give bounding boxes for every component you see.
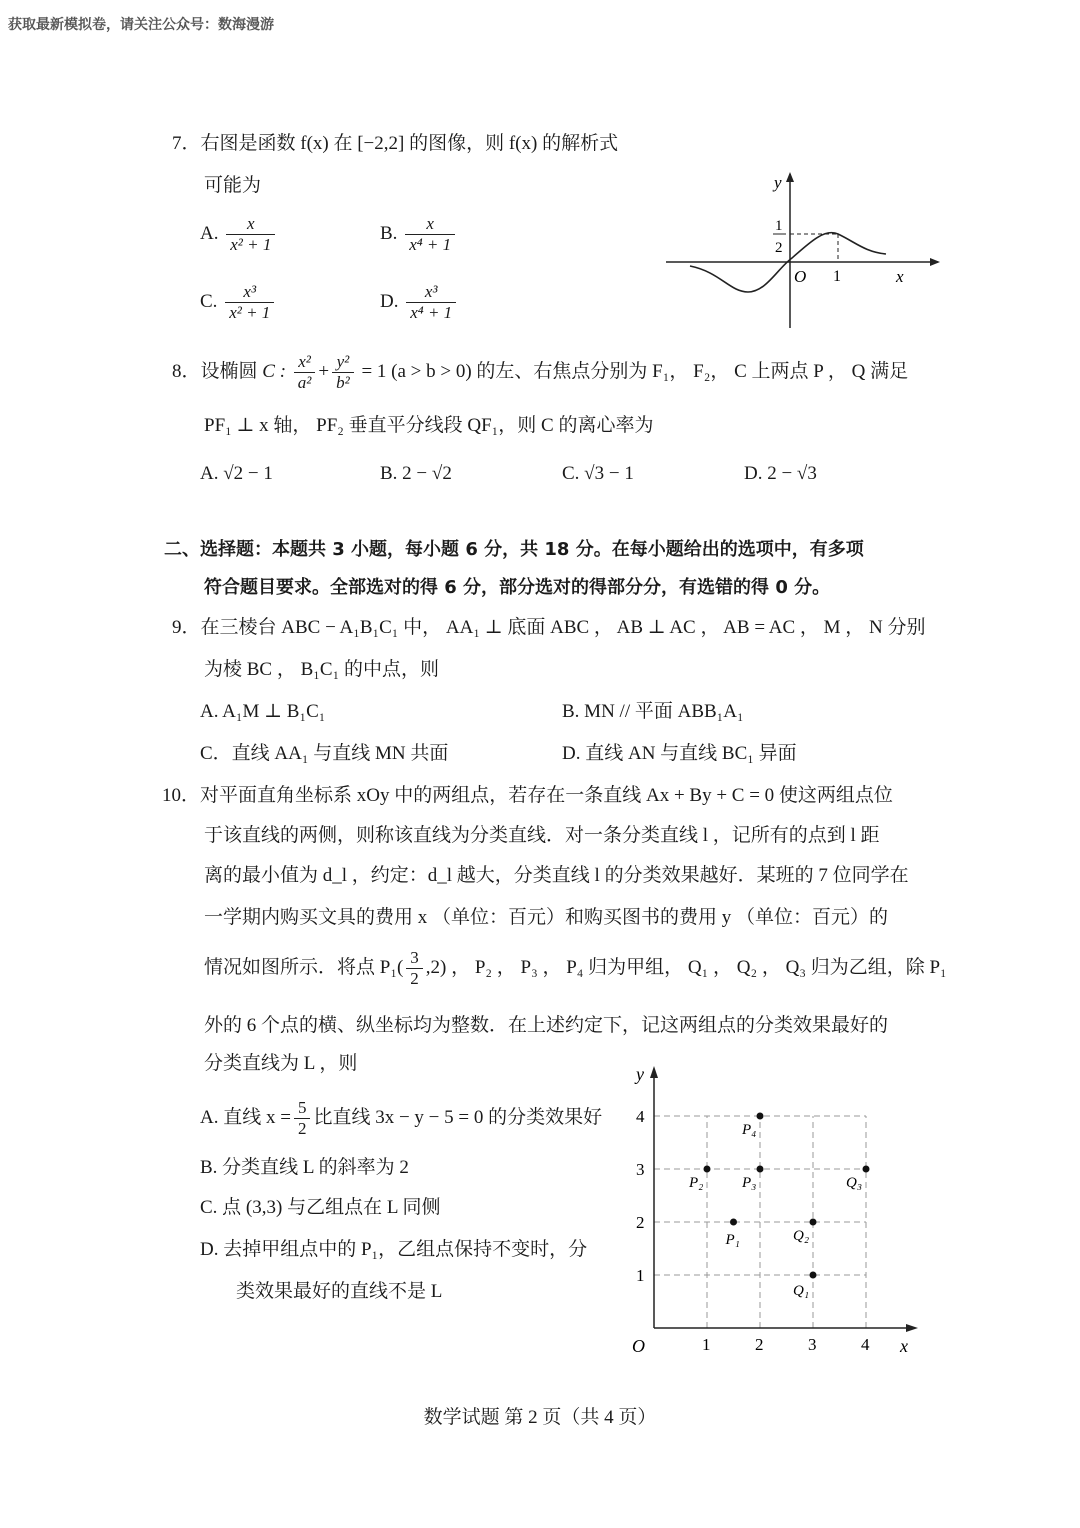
q9-option-b: B. MN // 平面 ABB₁A₁ — [562, 701, 744, 722]
q9-option-a: A. A₁M ⊥ B₁C₁ — [200, 701, 326, 722]
q7-option-c — [200, 282, 277, 323]
q8-option-c: C. √3 − 1 — [562, 463, 634, 484]
q7-option-a — [200, 214, 278, 255]
q10-scatter-chart — [620, 1060, 930, 1360]
option-fraction: $\frac{x}{\text{x⁴ + 1}}$ — [405, 214, 455, 255]
tick-label-y-den: 2 — [775, 240, 783, 256]
x-axis-arrow — [906, 1324, 918, 1332]
section2-heading-line2: 符合题目要求。全部选对的得 6 分，部分选对的得部分分，有选错的得 0 分。 — [204, 577, 831, 598]
data-point-label: Q₁ — [793, 1283, 810, 1299]
data-point-label: Q₂ — [793, 1228, 810, 1244]
q10-stem-line6: 外的 6 个点的横、纵坐标均为整数．在上述约定下，记这两组点的分类效果最好的 — [204, 1015, 889, 1036]
x-axis-label: x — [900, 1336, 908, 1356]
data-point — [863, 1166, 870, 1173]
y-tick-label: 3 — [636, 1160, 645, 1179]
x-tick-label: 2 — [755, 1335, 764, 1354]
q9-stem-line2: 为棱 BC ， B₁C₁ 的中点，则 — [204, 659, 439, 680]
q8-stem-line1: 8．设椭圆 C : $\frac{\text{x²}}{\text{a²}}$ + $\frac{\text{y²}}{\text{b²}}$ = 1 (a > b > 0) 的左、右焦点分别为 F₁， F₂， C 上两点 P ， Q 满足 — [172, 352, 909, 392]
q10-option-c: C. 点 (3,3) 与乙组点在 L 同侧 — [200, 1197, 441, 1218]
origin-label: O — [794, 267, 807, 286]
q10-stem-line3: 离的最小值为 d_l ，约定：d_l 越大，分类直线 l 的分类效果越好．某班的 7 位同学在 — [204, 865, 909, 886]
q10-stem-line2: 于该直线的两侧，则称该直线为分类直线．对一条分类直线 l ，记所有的点到 l 距 — [204, 825, 880, 846]
y-axis-label: y — [636, 1064, 644, 1084]
data-point — [810, 1272, 817, 1279]
q10-option-d-line2: 类效果最好的直线不是 L — [236, 1281, 443, 1302]
x-tick-label: 3 — [808, 1335, 817, 1354]
q10-stem-line1: 10．对平面直角坐标系 xOy 中的两组点，若存在一条直线 Ax + By + C = 0 使这两组点位 — [162, 785, 893, 806]
q8-stem-line2: PF₁ ⊥ x 轴， PF₂ 垂直平分线段 QF₁，则 C 的离心率为 — [204, 415, 654, 436]
data-point-label: Q₃ — [846, 1175, 863, 1191]
q7-option-d — [380, 282, 459, 323]
tick-label-x: 1 — [833, 268, 841, 285]
y-tick-label: 2 — [636, 1213, 645, 1232]
option-fraction: $\frac{\text{x³}}{\text{x² + 1}}$ — [225, 282, 274, 323]
q10-stem-line5: 情况如图所示．将点 P₁( $\frac{3}{2}$ ,2) ， P₂ ， P₃ ， P₄ 归为甲组， Q₁ ， Q₂ ， Q₃ 归为乙组，除 P₁ — [204, 948, 947, 988]
q7-stem-line2: 可能为 — [204, 175, 262, 196]
q9-stem-line1: 9．在三棱台 ABC − A₁B₁C₁ 中， AA₁ ⊥ 底面 ABC ， AB ⊥ AC ， AB = AC ， M ， N 分别 — [172, 617, 926, 638]
option-fraction: $\frac{\text{x³}}{\text{x⁴ + 1}}$ — [406, 282, 456, 323]
q7-option-b — [380, 214, 458, 255]
data-point — [757, 1166, 764, 1173]
data-point — [704, 1166, 711, 1173]
x-tick-label: 4 — [861, 1335, 870, 1354]
y-axis-label: y — [774, 173, 782, 192]
page-footer: 数学试题 第 2 页（共 4 页） — [423, 1407, 657, 1428]
option-fraction: $\frac{x}{\text{x² + 1}}$ — [226, 214, 275, 255]
data-point — [810, 1219, 817, 1226]
y-tick-label: 4 — [636, 1107, 645, 1126]
q8-option-a: A. √2 − 1 — [200, 463, 273, 484]
q10-stem-line4: 一学期内购买文具的费用 x （单位：百元）和购买图书的费用 y （单位：百元）的 — [204, 907, 889, 928]
y-axis-arrow — [786, 172, 794, 182]
page-header-watermark: 获取最新模拟卷，请关注公众号：数海漫游 — [8, 17, 274, 33]
section2-heading-line1: 二、选择题：本题共 3 小题，每小题 6 分，共 18 分。在每小题给出的选项中，有多项 — [164, 539, 864, 560]
data-point-label: P₃ — [742, 1175, 757, 1191]
option-label: C. — [200, 290, 218, 312]
option-label: B. — [380, 222, 398, 244]
data-point — [757, 1113, 764, 1120]
data-point-label: P₂ — [689, 1175, 704, 1191]
data-point — [730, 1219, 737, 1226]
q10-option-b: B. 分类直线 L 的斜率为 2 — [200, 1157, 409, 1178]
data-point-label: P₄ — [742, 1122, 757, 1138]
y-axis-arrow — [650, 1066, 658, 1078]
option-label: A. — [200, 222, 219, 244]
x-axis-label: x — [896, 267, 904, 286]
y-tick-label: 1 — [636, 1266, 645, 1285]
option-label: D. — [380, 290, 399, 312]
x-axis-arrow — [930, 258, 940, 266]
q9-option-d: D. 直线 AN 与直线 BC₁ 异面 — [562, 743, 797, 764]
q7-function-graph — [660, 168, 950, 333]
tick-label-y-num: 1 — [775, 218, 783, 234]
x-tick-label: 1 — [702, 1335, 711, 1354]
q10-stem-line7: 分类直线为 L ，则 — [204, 1053, 358, 1074]
q7-stem-line1: 7．右图是函数 f(x) 在 [−2,2] 的图像，则 f(x) 的解析式 — [172, 133, 619, 154]
origin-label: O — [632, 1336, 645, 1356]
data-point-label: P₁ — [725, 1232, 740, 1248]
q10-option-d-line1: D. 去掉甲组点中的 P₁，乙组点保持不变时，分 — [200, 1239, 588, 1260]
q9-option-c: C．直线 AA₁ 与直线 MN 共面 — [200, 743, 449, 764]
q8-option-d: D. 2 − √3 — [744, 463, 817, 484]
q8-option-b: B. 2 − √2 — [380, 463, 452, 484]
q10-option-a: A. 直线 x = $\frac{5}{2}$ 比直线 3x − y − 5 = 0 的分类效果好 — [200, 1098, 603, 1138]
